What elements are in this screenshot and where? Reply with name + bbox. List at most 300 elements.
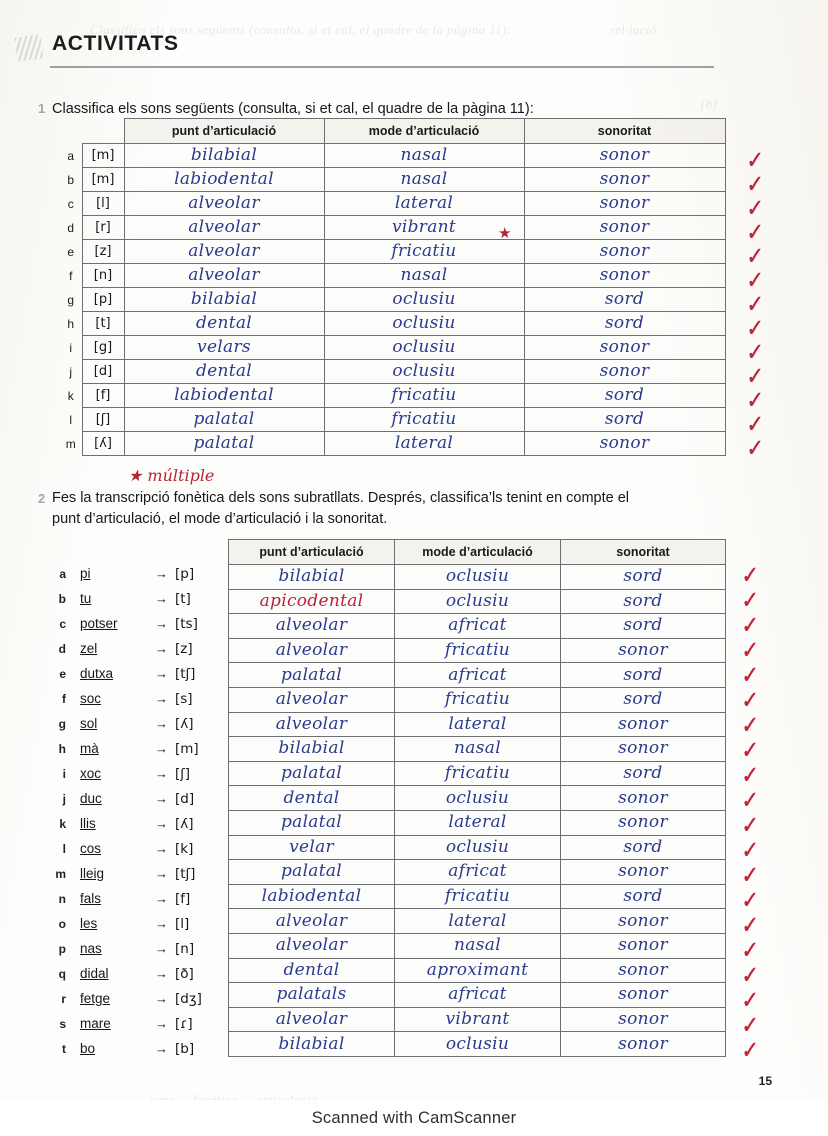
row-arrow: → (155, 741, 168, 756)
row-label: n (58, 892, 66, 906)
row-word-underlined: bo (80, 1041, 96, 1056)
row-transcription: [k] (175, 841, 194, 857)
row-sonoritat: sonor (524, 192, 725, 216)
row-word-underlined: mare (80, 1016, 111, 1031)
row-word (80, 791, 102, 806)
exercise-2-table (228, 539, 726, 1057)
row-mode: oclusiu (395, 565, 561, 590)
table-row (229, 663, 726, 688)
row-punt: palatal (124, 432, 324, 456)
row-mode: nasal (395, 933, 561, 958)
check-mark: ✓ (742, 218, 765, 246)
row-arrow: → (155, 991, 168, 1006)
row-mode: fricatiu (324, 384, 524, 408)
row-punt: alveolar (124, 264, 324, 288)
check-mark: ✓ (742, 434, 765, 462)
row-sonoritat: sord (524, 288, 725, 312)
table-row (60, 168, 725, 192)
row-sonoritat: sonor (524, 168, 725, 192)
table-row (60, 240, 725, 264)
row-arrow: → (155, 791, 168, 806)
row-arrow: → (155, 841, 168, 856)
check-mark: ✓ (742, 266, 765, 294)
row-arrow: → (155, 566, 168, 581)
row-transcription: [b] (175, 1041, 195, 1057)
table-row (229, 958, 726, 983)
page-title: ACTIVITATS (52, 32, 179, 55)
row-label: e (59, 667, 66, 681)
row-label: p (58, 942, 66, 956)
row-punt: alveolar (124, 192, 324, 216)
header-sonoritat: sonoritat (524, 119, 725, 144)
row-transcription: [dʒ] (175, 991, 202, 1007)
row-label: s (59, 1017, 66, 1031)
table-row (60, 192, 725, 216)
row-arrow: → (155, 616, 168, 631)
row-label: h (58, 742, 66, 756)
check-mark: ✓ (742, 194, 765, 222)
row-transcription: [m] (175, 741, 199, 757)
row-word-underlined: pi (80, 566, 91, 581)
row-punt: labiodental (229, 884, 395, 909)
row-label: f (62, 692, 66, 706)
row-sonoritat: sord (561, 884, 726, 909)
row-transcription: [tʃ] (175, 866, 196, 882)
row-sonoritat: sonor (524, 144, 725, 168)
row-arrow: → (155, 916, 168, 931)
row-punt: palatal (229, 810, 395, 835)
row-mode: lateral (395, 712, 561, 737)
row-transcription: [p] (175, 566, 195, 582)
row-punt: bilabial (229, 737, 395, 762)
table-row (60, 288, 725, 312)
row-arrow: → (155, 766, 168, 781)
row-transcription: [tʃ] (175, 666, 196, 682)
table-header-row (60, 119, 725, 144)
camscanner-watermark: Scanned with CamScanner (311, 1108, 517, 1127)
row-arrow: → (155, 1016, 168, 1031)
row-transcription: [ʎ] (175, 716, 194, 732)
row-mode: oclusiu (395, 835, 561, 860)
row-label: g (58, 717, 66, 731)
row-punt: alveolar (229, 1007, 395, 1032)
row-sound: [n] (82, 264, 124, 288)
row-punt: alveolar (229, 638, 395, 663)
row-word (80, 941, 102, 956)
row-transcription: [ts] (175, 616, 198, 632)
row-word (80, 616, 118, 631)
check-mark: ✓ (737, 586, 760, 614)
row-sonoritat: sonor (561, 1007, 726, 1032)
row-transcription: [d] (175, 791, 195, 807)
table-row (229, 589, 726, 614)
table-row (229, 712, 726, 737)
table-row (60, 312, 725, 336)
check-mark: ✓ (737, 1011, 760, 1039)
row-punt: palatal (229, 761, 395, 786)
check-mark: ✓ (742, 362, 765, 390)
row-label: k (67, 388, 74, 403)
row-mode: oclusiu (395, 589, 561, 614)
row-arrow: → (155, 666, 168, 681)
row-label: o (58, 917, 66, 931)
row-mode: nasal (324, 168, 524, 192)
row-label: a (67, 148, 75, 163)
row-arrow: → (155, 816, 168, 831)
row-transcription: [s] (175, 691, 193, 707)
table-row (229, 638, 726, 663)
row-word (80, 591, 91, 606)
row-word (80, 641, 97, 656)
row-word (80, 841, 101, 856)
exercise-2-prompt-line-1: Fes la transcripció fonètica dels sons subratllats. Després, classifica’ls tenint en compte el (52, 490, 630, 506)
row-sonoritat: sord (524, 384, 725, 408)
row-arrow: → (155, 641, 168, 656)
row-sonoritat: sord (561, 663, 726, 688)
row-punt: alveolar (124, 240, 324, 264)
row-mode: fricatiu (395, 884, 561, 909)
exercise-1-prompt: Classifica els sons següents (consulta, si et cal, el quadre de la pàgina 11): (52, 101, 534, 117)
row-transcription: [ɾ] (175, 1016, 193, 1032)
row-word-underlined: tu (80, 591, 92, 606)
check-mark: ✓ (737, 636, 760, 664)
row-transcription: [ʃ] (175, 766, 191, 782)
row-word-underlined: soc (80, 691, 102, 706)
row-word-underlined: lleig (80, 866, 105, 881)
row-label: c (59, 617, 66, 631)
check-mark: ✓ (742, 386, 765, 414)
row-punt: velar (229, 835, 395, 860)
row-word-underlined: nas (80, 941, 102, 956)
row-label: j (69, 364, 73, 379)
row-arrow: → (155, 966, 168, 981)
row-sonoritat: sonor (524, 264, 725, 288)
row-mode: oclusiu (395, 1032, 561, 1057)
row-word-underlined: cos (80, 841, 102, 856)
check-mark: ✓ (742, 146, 765, 174)
row-mode: fricatiu (395, 638, 561, 663)
row-sound: [ʃ] (82, 408, 124, 432)
row-label: h (67, 316, 75, 331)
row-punt: alveolar (229, 614, 395, 639)
camscanner-watermark-bar (0, 1100, 828, 1136)
row-transcription: [l] (175, 916, 190, 932)
check-mark: ✓ (742, 338, 765, 366)
row-sound: [d] (82, 360, 124, 384)
row-transcription: [z] (175, 641, 193, 657)
row-punt: alveolar (229, 712, 395, 737)
table-row (229, 909, 726, 934)
row-punt: apicodental (229, 589, 395, 614)
row-punt: palatal (229, 860, 395, 885)
row-punt: labiodental (124, 384, 324, 408)
table-row (229, 1032, 726, 1057)
check-mark: ✓ (737, 661, 760, 689)
row-sonoritat: sonor (561, 737, 726, 762)
row-mode: fricatiu (324, 240, 524, 264)
row-sonoritat: sord (561, 614, 726, 639)
row-transcription: [n] (175, 941, 195, 957)
row-word-underlined: zel (80, 641, 98, 656)
row-label: b (67, 172, 75, 187)
row-punt: palatal (124, 408, 324, 432)
row-mode: nasal (395, 737, 561, 762)
row-sonoritat: sonor (561, 860, 726, 885)
row-transcription: [ð] (175, 966, 194, 982)
table-row (229, 835, 726, 860)
row-punt: bilabial (124, 144, 324, 168)
check-mark: ✓ (737, 711, 760, 739)
row-sonoritat: sord (524, 312, 725, 336)
row-sonoritat: sonor (561, 786, 726, 811)
row-word (80, 566, 91, 581)
check-mark: ✓ (737, 561, 760, 589)
row-mode: aproximant (395, 958, 561, 983)
row-mode: fricatiu (324, 408, 524, 432)
header-spacer-label (60, 119, 82, 144)
row-sound: [p] (82, 288, 124, 312)
row-sonoritat: sord (561, 835, 726, 860)
row-punt: dental (229, 786, 395, 811)
row-transcription: [t] (175, 591, 191, 607)
row-punt: alveolar (124, 216, 324, 240)
row-mode: oclusiu (324, 288, 524, 312)
row-word-underlined: didal (80, 966, 109, 981)
row-mode: lateral (324, 432, 524, 456)
table-row (229, 761, 726, 786)
row-sonoritat: sonor (524, 336, 725, 360)
row-sonoritat: sonor (561, 933, 726, 958)
exercise-2-prompt-line-2: punt d’articulació, el mode d’articulació i la sonoritat. (52, 511, 388, 527)
row-sonoritat: sord (524, 408, 725, 432)
row-mode: lateral (395, 810, 561, 835)
exercise-1-table (60, 118, 726, 456)
row-mode: oclusiu (324, 312, 524, 336)
ghost-text-bleed-2: rel·lació (610, 22, 657, 37)
row-arrow: → (155, 891, 168, 906)
row-arrow: → (155, 1041, 168, 1056)
row-sonoritat: sonor (561, 810, 726, 835)
row-label: k (59, 817, 66, 831)
row-label: b (58, 592, 66, 606)
row-label: i (62, 767, 66, 781)
check-mark: ✓ (737, 836, 760, 864)
table-row (229, 983, 726, 1008)
row-label: j (62, 792, 66, 806)
row-sonoritat: sonor (524, 432, 725, 456)
check-mark: ✓ (737, 736, 760, 764)
header-spacer-sound (82, 119, 124, 144)
row-label: f (69, 268, 73, 283)
row-punt: bilabial (229, 1032, 395, 1057)
check-mark: ✓ (742, 410, 765, 438)
row-sonoritat: sonor (561, 909, 726, 934)
row-sound: [ʎ] (82, 432, 124, 456)
row-sound: [t] (82, 312, 124, 336)
table-row (229, 737, 726, 762)
row-word (80, 916, 97, 931)
row-punt: dental (229, 958, 395, 983)
row-label: l (62, 842, 66, 856)
row-mode: fricatiu (395, 761, 561, 786)
row-sonoritat: sord (561, 687, 726, 712)
row-word-underlined: sol (80, 716, 98, 731)
row-word-underlined: les (80, 916, 98, 931)
row-punt: labiodental (124, 168, 324, 192)
check-mark: ✓ (737, 886, 760, 914)
check-mark: ✓ (737, 861, 760, 889)
check-mark: ✓ (742, 242, 765, 270)
row-punt: alveolar (229, 909, 395, 934)
row-word (80, 891, 101, 906)
row-sonoritat: sord (561, 589, 726, 614)
row-label: m (55, 867, 66, 881)
table-row (60, 336, 725, 360)
row-sonoritat: sonor (524, 216, 725, 240)
row-word-underlined: potser (80, 616, 118, 631)
table-row (229, 614, 726, 639)
table-row (229, 565, 726, 590)
row-sonoritat: sonor (561, 638, 726, 663)
table-row (60, 408, 725, 432)
row-label: g (67, 292, 75, 307)
row-label: e (67, 244, 75, 259)
row-word-underlined: fals (80, 891, 102, 906)
row-sound: [f] (82, 384, 124, 408)
row-word (80, 766, 101, 781)
ghost-text-bleed-3: [b] (700, 96, 718, 111)
row-transcription: [f] (175, 891, 191, 907)
table-row (229, 933, 726, 958)
row-label: c (67, 196, 74, 211)
table-row (60, 384, 725, 408)
row-sonoritat: sord (561, 565, 726, 590)
page-number: 15 (758, 1074, 772, 1088)
row-label: d (58, 642, 66, 656)
row-label: a (59, 567, 66, 581)
table-header-row (229, 540, 726, 565)
row-mode: lateral (324, 192, 524, 216)
row-word (80, 741, 99, 756)
row-word (80, 666, 113, 681)
page-corner-smudge (14, 34, 43, 61)
table-row (229, 810, 726, 835)
row-label: t (62, 1042, 66, 1056)
row-punt: bilabial (229, 565, 395, 590)
row-punt: dental (124, 312, 324, 336)
row-sonoritat: sonor (561, 958, 726, 983)
row-sonoritat: sonor (561, 712, 726, 737)
row-punt: palatal (229, 663, 395, 688)
row-sound: [m] (82, 144, 124, 168)
row-arrow: → (155, 591, 168, 606)
table-row (229, 860, 726, 885)
row-punt: palatals (229, 983, 395, 1008)
check-mark: ✓ (737, 1036, 760, 1064)
row-label: i (69, 340, 73, 355)
row-transcription: [ʎ] (175, 816, 194, 832)
row-arrow: → (155, 866, 168, 881)
row-word-underlined: duc (80, 791, 102, 806)
note-multiple: ★ múltiple (128, 466, 215, 485)
row-mode: africat (395, 663, 561, 688)
check-mark: ✓ (737, 611, 760, 639)
row-sonoritat: sord (561, 761, 726, 786)
ghost-text-bleed: Classifica els sons següents (consulta, si et cal, el quadre de la pàgina 11): (90, 22, 512, 37)
row-word (80, 966, 109, 981)
row-label: l (69, 412, 73, 427)
row-word (80, 1041, 95, 1056)
check-mark: ✓ (742, 290, 765, 318)
row-label: m (65, 436, 76, 451)
row-mode: vibrant (324, 216, 524, 240)
row-sound: [g] (82, 336, 124, 360)
check-mark: ✓ (742, 170, 765, 198)
check-mark: ✓ (742, 314, 765, 342)
header-mode-articulacio: mode d’articulació (395, 540, 561, 565)
row-word (80, 816, 96, 831)
row-arrow: → (155, 716, 168, 731)
check-mark: ✓ (737, 786, 760, 814)
row-sonoritat: sonor (524, 360, 725, 384)
row-mode: nasal (324, 144, 524, 168)
row-sound: [l] (82, 192, 124, 216)
row-mode: nasal (324, 264, 524, 288)
exercise-1-number: 1 (38, 101, 46, 116)
row-mode: oclusiu (395, 786, 561, 811)
row-punt: velars (124, 336, 324, 360)
row-label: r (61, 992, 66, 1006)
row-sound: [m] (82, 168, 124, 192)
row-label: q (58, 967, 66, 981)
header-punt-articulacio: punt d’articulació (124, 119, 324, 144)
check-mark: ✓ (737, 686, 760, 714)
row-word-underlined: xoc (80, 766, 102, 781)
row-mode: lateral (395, 909, 561, 934)
table-row (60, 432, 725, 456)
check-mark: ✓ (737, 961, 760, 989)
row-mode: vibrant (395, 1007, 561, 1032)
header-mode-articulacio: mode d’articulació (324, 119, 524, 144)
table-row (60, 360, 725, 384)
row-mode: fricatiu (395, 687, 561, 712)
check-mark: ✓ (737, 911, 760, 939)
table-row (60, 144, 725, 168)
table-row (229, 1007, 726, 1032)
row-sonoritat: sonor (561, 1032, 726, 1057)
row-punt: dental (124, 360, 324, 384)
table-row (60, 264, 725, 288)
row-word-underlined: llis (80, 816, 96, 831)
row-mode: oclusiu (324, 336, 524, 360)
header-sonoritat: sonoritat (561, 540, 726, 565)
row-label: d (67, 220, 75, 235)
row-sonoritat: sonor (561, 983, 726, 1008)
row-mode: africat (395, 614, 561, 639)
row-arrow: → (155, 691, 168, 706)
table-row (229, 786, 726, 811)
table-row (60, 216, 725, 240)
row-word (80, 1016, 111, 1031)
row-sound: [r] (82, 216, 124, 240)
row-arrow: → (155, 941, 168, 956)
row-punt: alveolar (229, 687, 395, 712)
row-word-underlined: dutxa (80, 666, 114, 681)
header-punt-articulacio: punt d’articulació (229, 540, 395, 565)
check-mark: ✓ (737, 811, 760, 839)
check-mark: ✓ (737, 761, 760, 789)
star-icon: ★ (498, 225, 512, 242)
